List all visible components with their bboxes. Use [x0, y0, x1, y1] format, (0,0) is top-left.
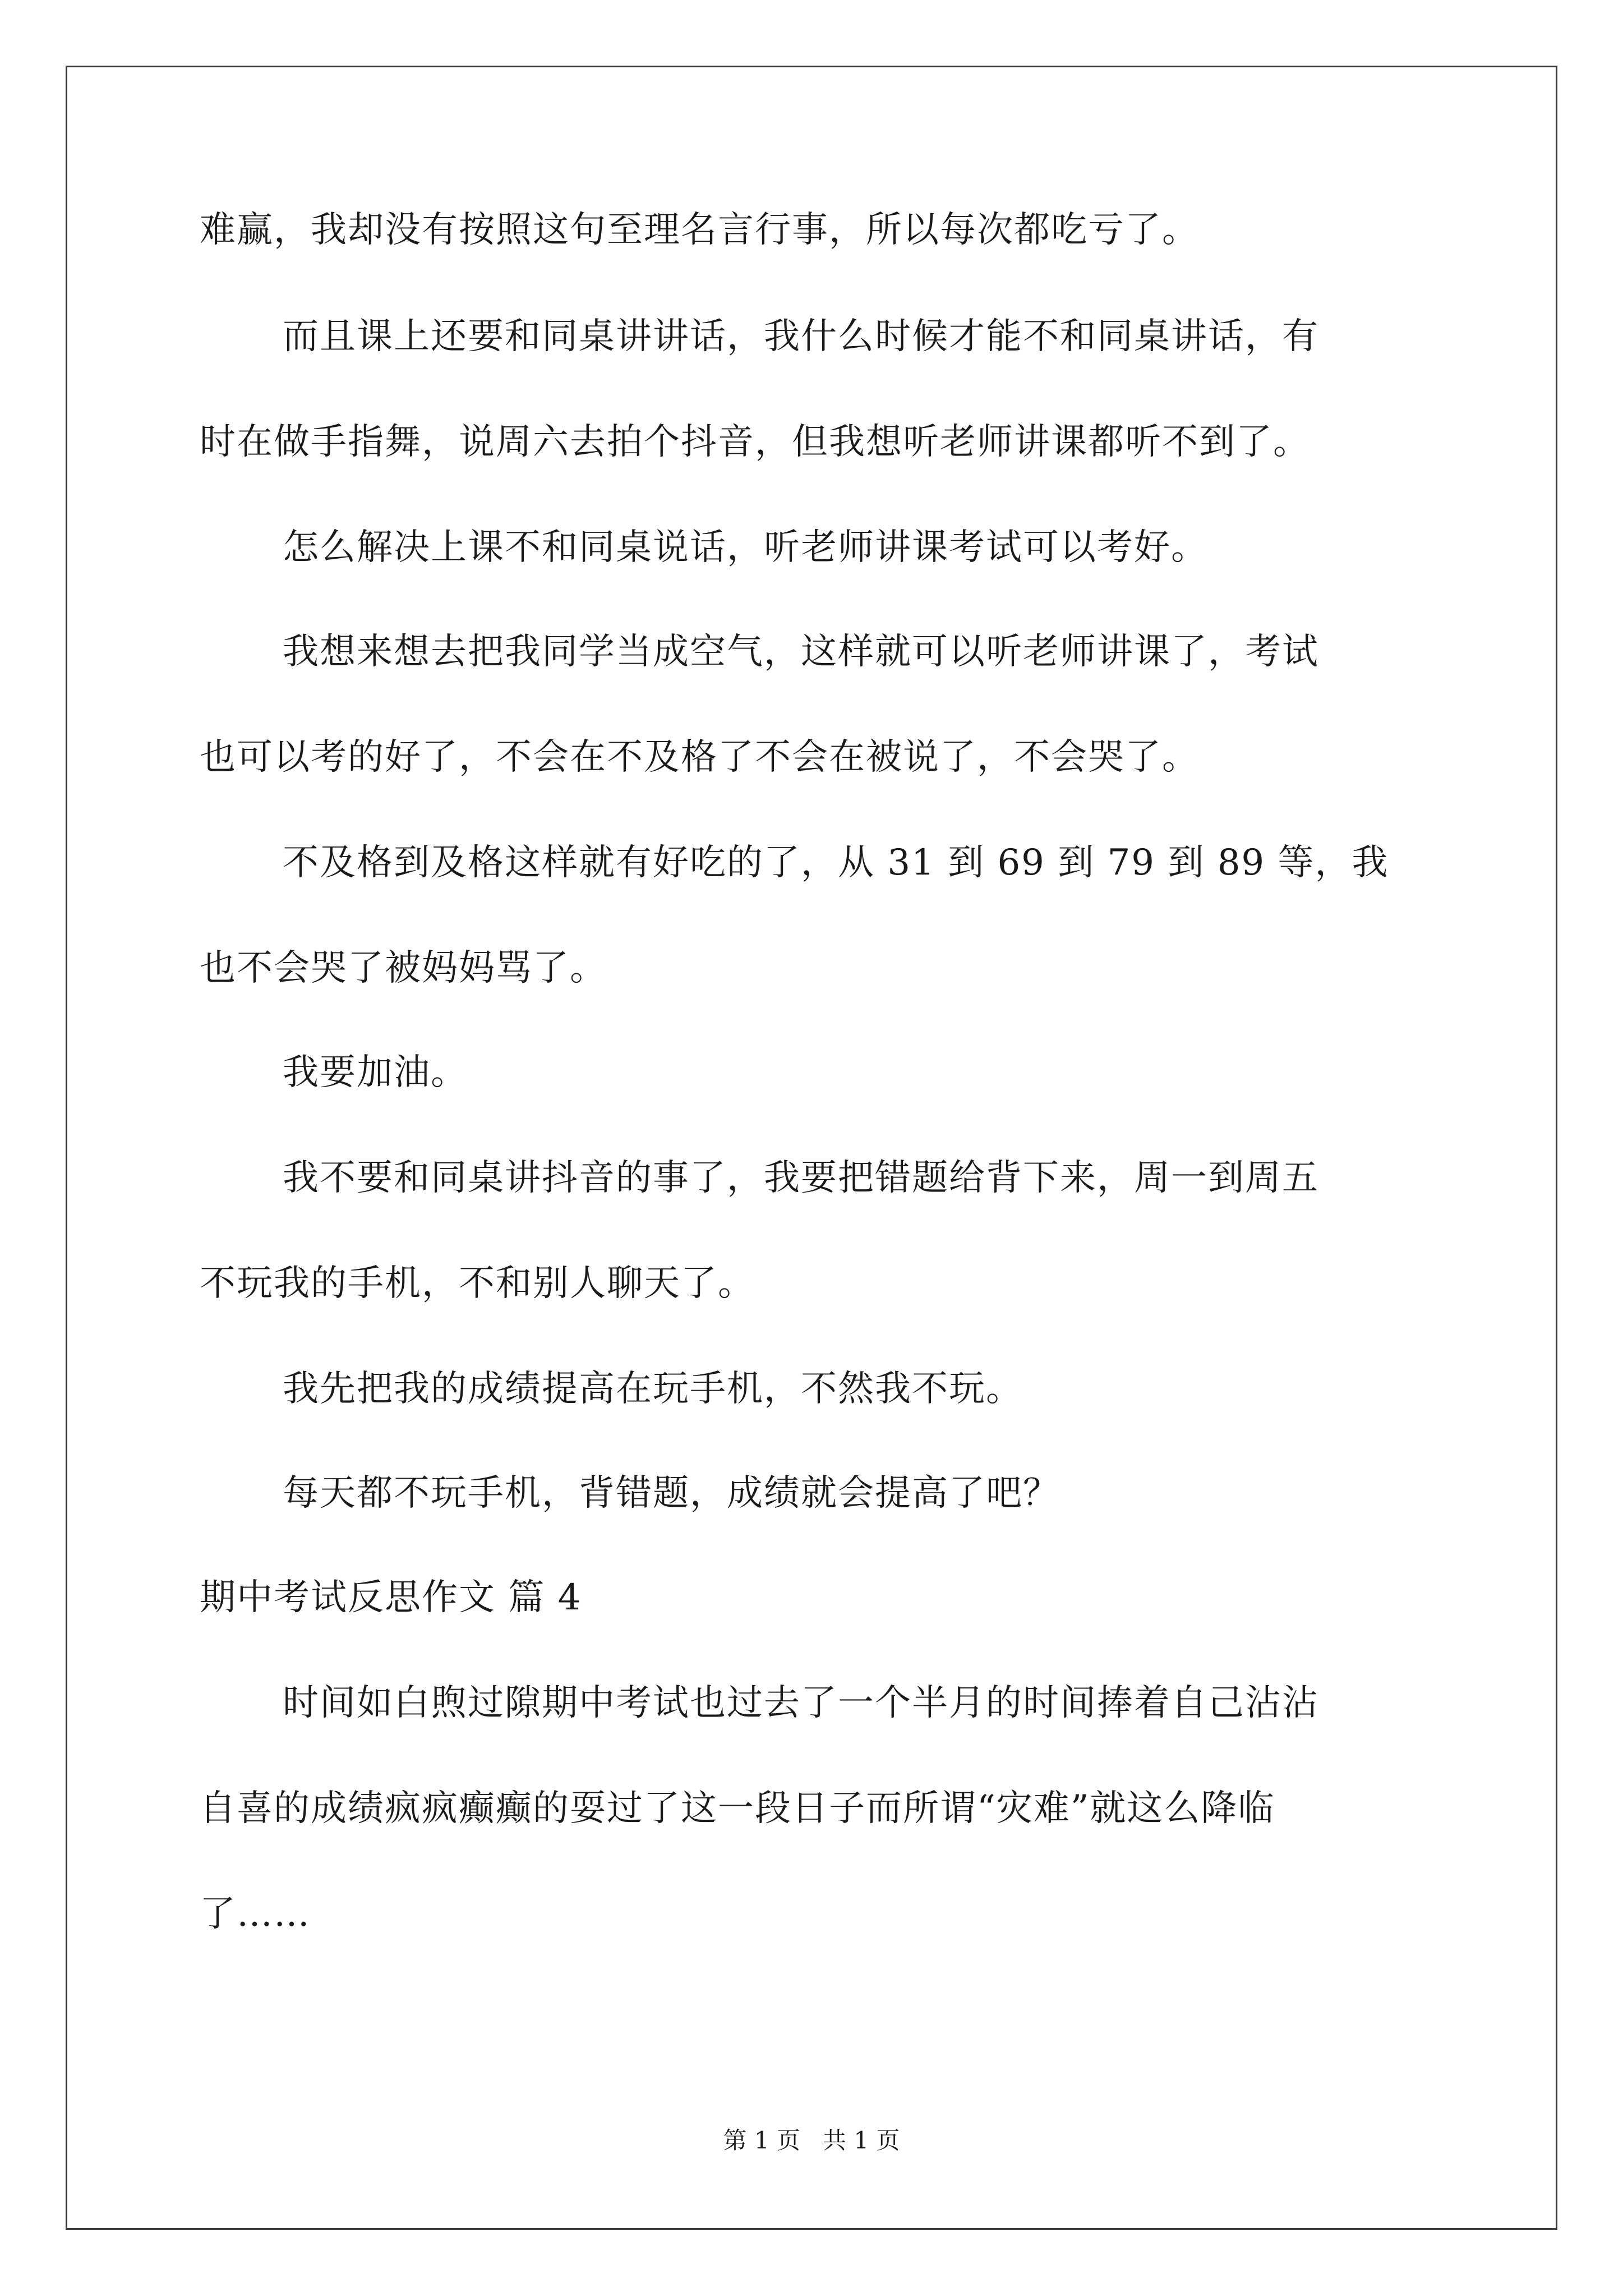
text-line: 时在做手指舞，说周六去拍个抖音，但我想听老师讲课都听不到了。 — [200, 421, 1310, 463]
paragraph-start: 不及格到及格这样就有好吃的了，从 31 到 69 到 79 到 89 等，我 — [283, 842, 1389, 884]
paragraph-start: 我先把我的成绩提高在玩手机，不然我不玩。 — [283, 1368, 1023, 1410]
text-line: 自喜的成绩疯疯癫癫的耍过了这一段日子而所谓“灾难”就这么降临 — [200, 1788, 1275, 1829]
text-line: 了…… — [200, 1893, 311, 1935]
text-line: 不玩我的手机，不和别人聊天了。 — [200, 1263, 755, 1304]
paragraph-start: 我想来想去把我同学当成空气，这样就可以听老师讲课了，考试 — [283, 631, 1319, 673]
paragraph-start: 我不要和同桌讲抖音的事了，我要把错题给背下来，周一到周五 — [283, 1157, 1319, 1199]
paragraph-start: 怎么解决上课不和同桌说话，听老师讲课考试可以考好。 — [283, 527, 1208, 568]
section-heading: 期中考试反思作文 篇 4 — [200, 1577, 582, 1618]
text-line: 也可以考的好了，不会在不及格了不会在被说了，不会哭了。 — [200, 737, 1199, 778]
paragraph-start: 我要加油。 — [283, 1052, 468, 1093]
text-line: 难赢，我却没有按照这句至理名言行事，所以每次都吃亏了。 — [200, 209, 1199, 251]
paragraph-start: 而且课上还要和同桌讲讲话，我什么时候才能不和同桌讲话，有 — [283, 316, 1319, 357]
paragraph-start: 每天都不玩手机，背错题，成绩就会提高了吧？ — [283, 1473, 1060, 1514]
paragraph-start: 时间如白煦过隙期中考试也过去了一个半月的时间捧着自己沾沾 — [283, 1682, 1319, 1724]
text-line: 也不会哭了被妈妈骂了。 — [200, 947, 607, 989]
page-footer: 第 1 页 共 1 页 — [723, 2127, 900, 2154]
